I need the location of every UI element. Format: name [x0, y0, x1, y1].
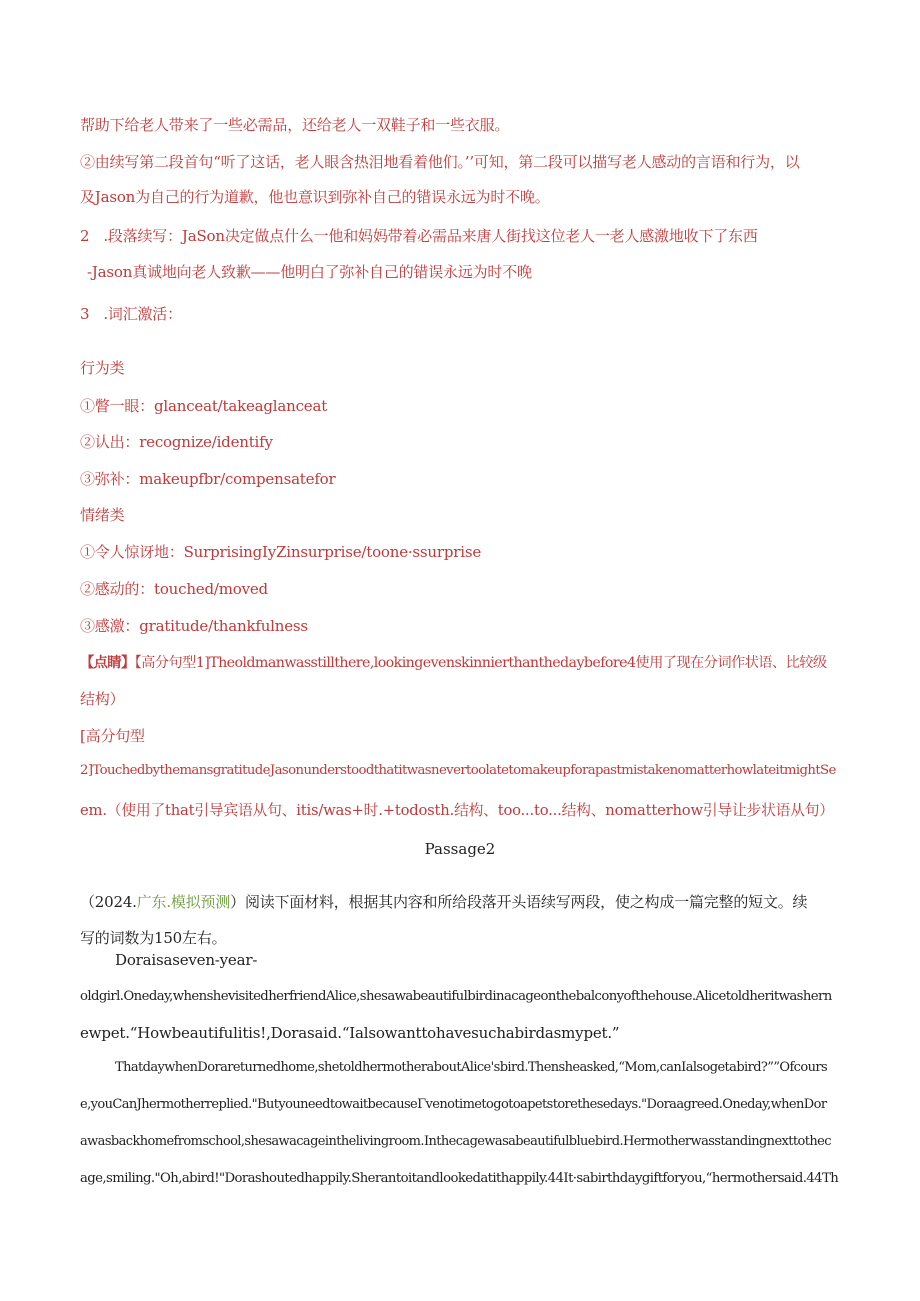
vocab-category-behavior: 行为类 [80, 359, 125, 377]
item-number: 2 [80, 227, 90, 245]
vocab-category-emotion: 情绪类 [80, 506, 125, 524]
passage-title: Passage2 [424, 840, 496, 858]
vocab-item: ②感动的：touched/moved [80, 580, 268, 598]
highlight-line-3: [高分句型 [80, 727, 145, 745]
analysis-line-3: 及Jason为自己的行为道歉，他也意识到弥补自己的错误永远为时不晚。 [80, 188, 550, 206]
intro-text: 阅读下面材料，根据其内容和所给段落开头语续写两段，使之构成一篇完整的短文。续 [244, 893, 808, 911]
source-open: （2024. [80, 893, 137, 911]
vocab-item: ②认出：recognize/identify [80, 433, 273, 451]
item-number: 3 [80, 305, 90, 323]
vocab-item: ③感激：gratitude/thankfulness [80, 617, 308, 635]
paragraph-writing-text: .段落续写：JaSon决定做点什么一他和妈妈带着必需品来唐人街找这位老人一老人感激地收下了东西 [103, 227, 758, 245]
passage-intro-line-2: 写的词数为150左右。 [80, 929, 227, 947]
source-label: 广东.模拟预测 [136, 893, 231, 911]
analysis-line-1: 帮助下给老人带来了一些必需品，还给老人一双鞋子和一些衣服。 [80, 116, 510, 134]
highlight-tag: 【点睛】 [80, 655, 135, 671]
passage-intro-line-1 [80, 891, 807, 912]
highlight-line-4: 2]TouchedbythemansgratitudeJasonunderstoodthatitwasnevertoolatetomakeupforapastmistakenomatterhowlateitmightSe [80, 763, 836, 778]
highlight-sentence-1: 【高分句型1]Theoldmanwasstillthere,lookingevenskinnierthanthedaybefore4使用了现在分词作状语、比较级 [134, 655, 827, 671]
vocab-item: ①瞥一眼：glanceat/takeaglanceat [80, 397, 328, 415]
analysis-line-2: ②由续写第二段首句“听了这话，老人眼含热泪地看着他们。’’可知，第二段可以描写老人感动的言语和行为，以 [80, 153, 800, 171]
vocab-item: ③弥补：makeupfbr/compensatefor [80, 470, 336, 488]
vocab-activation-title: .词汇激活： [103, 305, 182, 323]
story-paragraph-2-line-1: ThatdaywhenDorareturnedhome,shetoldhermotheraboutAlice'sbird.Thensheasked,“Mom,canIalsogetabird?””Ofcours [115, 1060, 828, 1075]
vocab-activation-item [80, 303, 182, 324]
paragraph-writing-continued: -Jason真诚地向老人致歉——他明白了弥补自己的错误永远为时不晚 [87, 263, 532, 281]
story-paragraph-1-line-2: oldgirl.Oneday,whenshevisitedherfriendAlice,shesawabeautifulbirdinacageonthebalconyofthehouse.Alicetoldheritwashern [80, 989, 832, 1004]
highlight-line-2: 结构） [80, 690, 125, 708]
story-paragraph-1-line-3: ewpet.“Howbeautifulitis!,Dorasaid.“Ialsowanttohavesuchabirdasmypet.” [80, 1024, 620, 1042]
paragraph-writing-item [80, 225, 758, 246]
story-paragraph-1-line-1: Doraisaseven-year- [115, 951, 258, 969]
story-paragraph-2-line-3: awasbackhomefromschool,shesawacageinthelivingroom.Inthecagewasabeautifulbluebird.Hermotherwasstandingnexttothec [80, 1134, 831, 1149]
highlight-line-5: em.（使用了that引导宾语从句、itis/was+时.+todosth.结构、too...to...结构、nomatterhow引导让步状语从句） [80, 802, 834, 819]
story-paragraph-2-line-2: e,youCanJhermotherreplied."ButyouneedtowaitbecauseΓvenotimetogotoapetstorethesedays."Doraagreed.Oneday,whenDor [80, 1097, 827, 1112]
highlight-line-1 [80, 652, 827, 672]
vocab-item: ①令人惊讶地：SurprisingIyZinsurprise/toone·ssurprise [80, 543, 482, 561]
story-paragraph-2-line-4: age,smiling."Oh,abird!"Dorashoutedhappily.Sherantoitandlookedatithappily.44It·sabirthdaygiftforyou,“hermothersaid.44Th [80, 1171, 839, 1186]
source-close: ） [230, 893, 245, 911]
